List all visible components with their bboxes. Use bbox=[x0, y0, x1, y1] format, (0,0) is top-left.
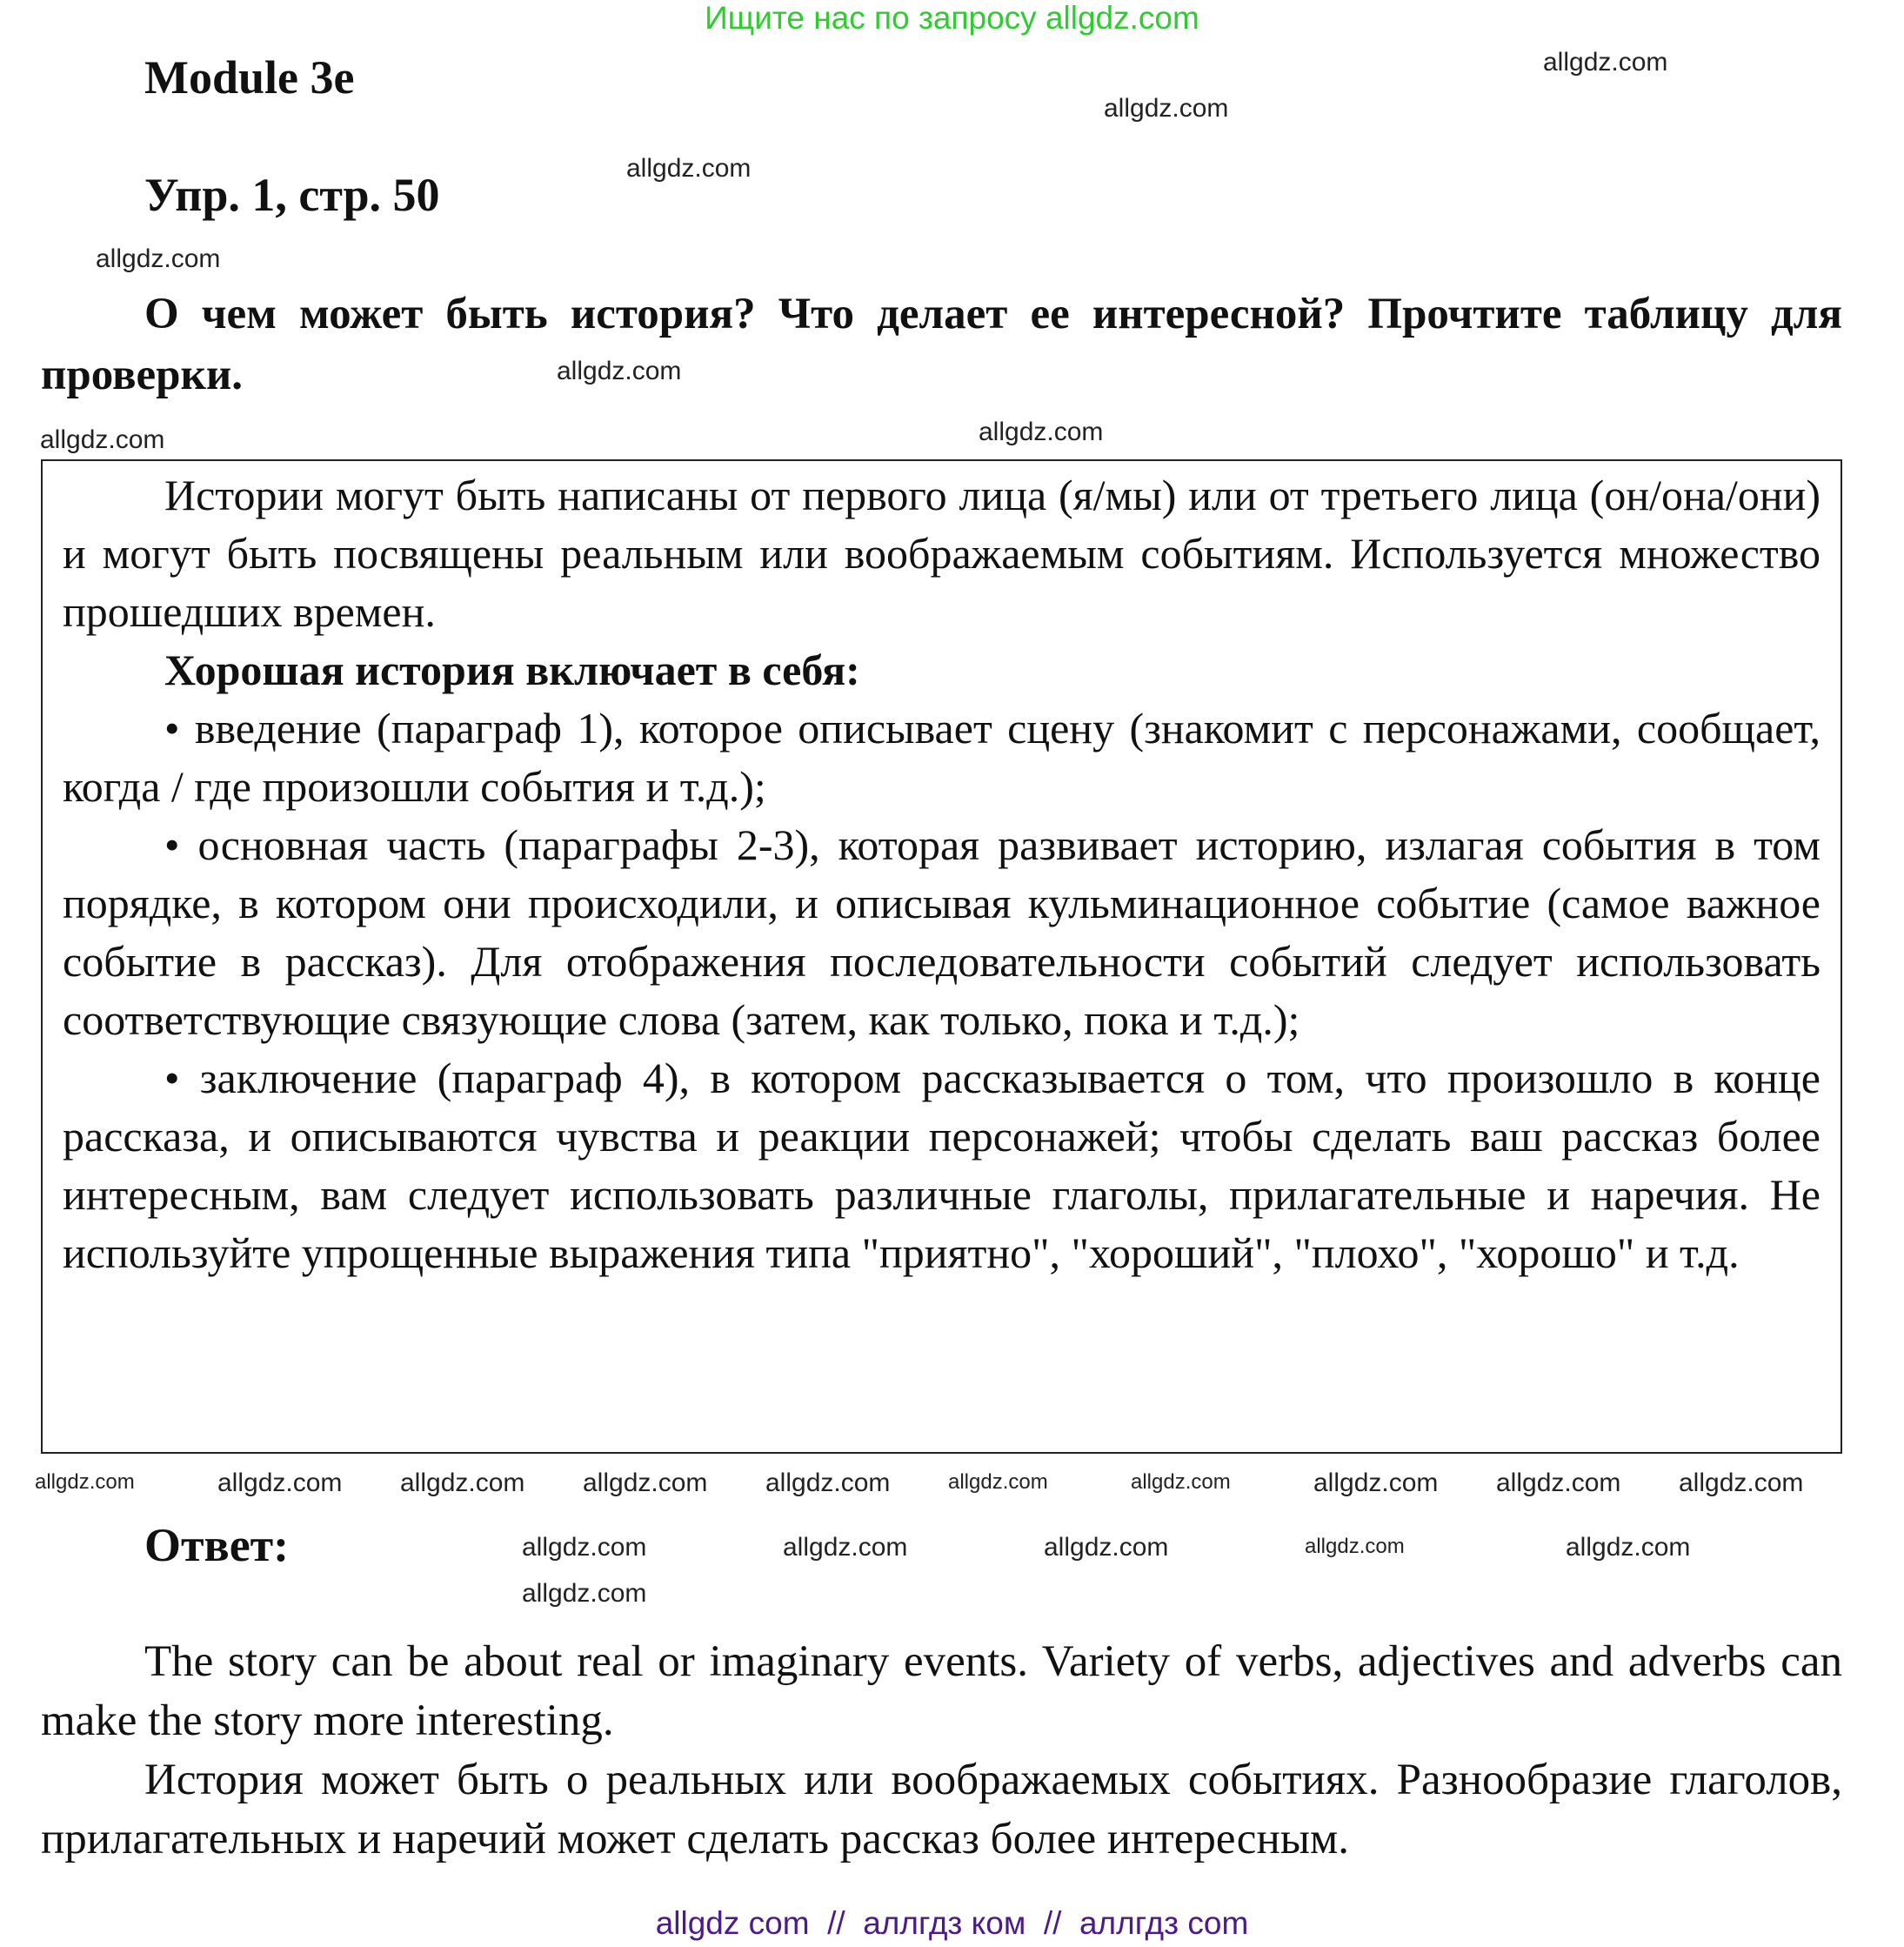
answer-block bbox=[41, 1632, 1842, 1869]
watermark: allgdz.com bbox=[96, 244, 221, 273]
watermark: allgdz.com bbox=[35, 1470, 135, 1494]
watermark: allgdz.com bbox=[1496, 1469, 1621, 1497]
watermark: allgdz.com bbox=[1313, 1469, 1439, 1497]
bullet-conclusion: • заключение (параграф 4), в котором рассказывается о том, что произошло в конце рассказа, и описываются чувства и реакции персонажей; чтобы сделать ваш рассказ более интересным, вам следует использовать различные глаголы, прилагательные и наречия. Не используйте упрощенные выражения типа "приятно", "хороший", "плохо", "хорошо" и т.д. bbox=[63, 1054, 1820, 1277]
watermark: allgdz.com bbox=[522, 1533, 647, 1562]
watermark: allgdz.com bbox=[626, 154, 752, 183]
footer-links[interactable]: allgdz com // аллгдз ком // аллгдз com bbox=[655, 1905, 1249, 1941]
box-subheading: Хорошая история включает в себя: bbox=[164, 646, 860, 694]
watermark: allgdz.com bbox=[40, 425, 165, 454]
watermark: allgdz.com bbox=[400, 1469, 525, 1497]
watermark: allgdz.com bbox=[1305, 1535, 1405, 1558]
watermark: allgdz.com bbox=[979, 418, 1104, 446]
exercise-title: Упр. 1, стр. 50 bbox=[144, 169, 440, 221]
search-banner: Ищите нас по запросу allgdz.com bbox=[705, 0, 1199, 36]
module-title: Module 3e bbox=[144, 51, 355, 104]
bullet-main: • основная часть (параграфы 2-3), которая развивает историю, излагая события в том порядке, в котором они происходили, и описывая кульминационное событие (самое важное событие в рассказ). Для отображения последовательности событий следует использовать соответствующие связующие слова (затем, как только, пока и т.д.); bbox=[63, 820, 1820, 1044]
answer-english: The story can be about real or imaginary events. Variety of verbs, adjectives and adverbs can make the story more interesting. bbox=[41, 1637, 1842, 1745]
watermark: allgdz.com bbox=[217, 1469, 343, 1497]
watermark: allgdz.com bbox=[1679, 1469, 1804, 1497]
answer-russian: История может быть о реальных или воображаемых событиях. Разнообразие глаголов, прилагательных и наречий может сделать рассказ более интересным. bbox=[41, 1756, 1842, 1863]
answer-label: Ответ: bbox=[144, 1519, 290, 1571]
bullet-intro: • введение (параграф 1), которое описывает сцену (знакомит с персонажами, сообщает, когда / где произошли события и т.д.); bbox=[63, 704, 1820, 811]
watermark: allgdz.com bbox=[1543, 48, 1668, 77]
info-box bbox=[41, 459, 1842, 1454]
watermark: allgdz.com bbox=[948, 1470, 1048, 1494]
watermark: allgdz.com bbox=[1131, 1470, 1231, 1494]
watermark: allgdz.com bbox=[1104, 94, 1229, 123]
box-intro: Истории могут быть написаны от первого лица (я/мы) или от третьего лица (он/она/они) и могут быть посвящены реальным или воображаемым событиям. Используется множество прошедших времен. bbox=[63, 471, 1820, 636]
watermark: allgdz.com bbox=[1566, 1533, 1691, 1562]
watermark: allgdz.com bbox=[783, 1533, 908, 1562]
question: О чем может быть история? Что делает ее интересной? Прочтите таблицу для проверки. bbox=[41, 290, 1842, 399]
watermark: allgdz.com bbox=[522, 1579, 647, 1608]
watermark: allgdz.com bbox=[557, 357, 682, 385]
watermark: allgdz.com bbox=[765, 1469, 891, 1497]
watermark: allgdz.com bbox=[583, 1469, 708, 1497]
watermark: allgdz.com bbox=[1044, 1533, 1169, 1562]
